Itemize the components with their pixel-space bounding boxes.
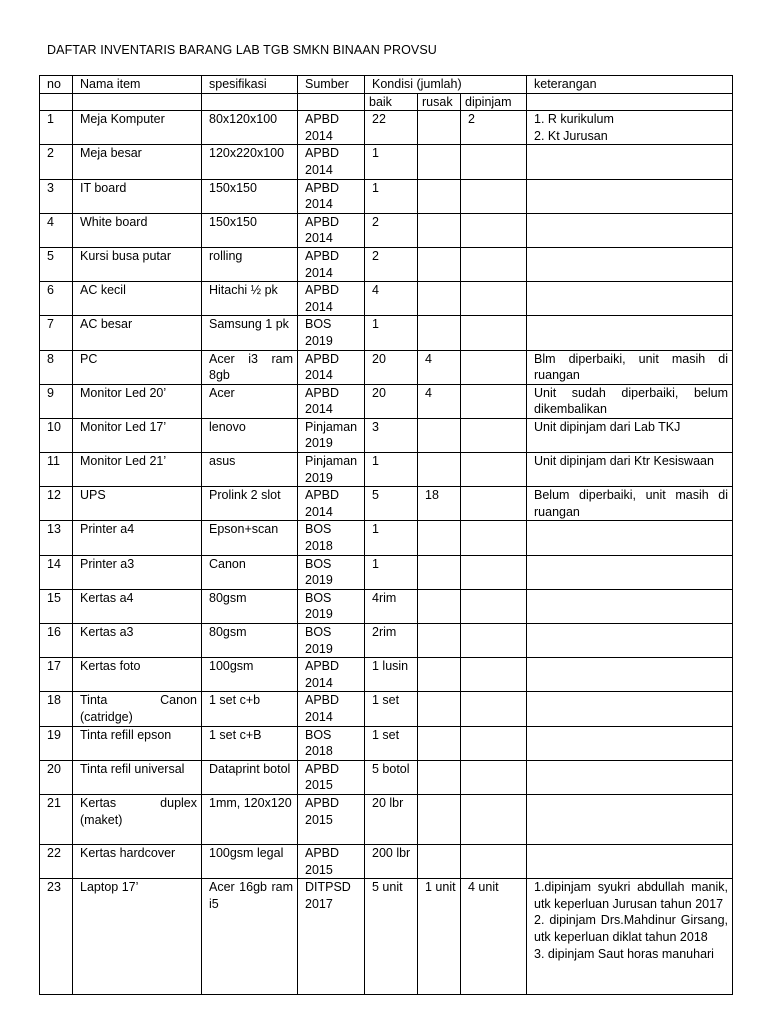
- cell-sumber: APBD 2014: [298, 111, 365, 145]
- cell-sumber: BOS 2019: [298, 555, 365, 589]
- cell-spesifikasi: 80gsm: [202, 624, 298, 658]
- cell-keterangan: [527, 879, 733, 995]
- cell-nama-item: AC besar: [73, 316, 202, 350]
- cell-baik: 4: [365, 282, 418, 316]
- header-dipinjam: dipinjam: [461, 93, 527, 111]
- cell-baik: 5: [365, 487, 418, 521]
- table-row: [40, 692, 733, 726]
- table-row: [40, 487, 733, 521]
- cell-dipinjam: [461, 453, 527, 487]
- keterangan-line: 1.dipinjam syukri abdullah manik, utk keperluan Jurusan tahun 2017: [534, 880, 728, 911]
- cell-no: 12: [40, 487, 73, 521]
- cell-rusak: [418, 145, 461, 179]
- cell-spesifikasi: 1mm, 120x120: [202, 794, 298, 844]
- inventory-table: [39, 75, 733, 995]
- cell-no: 8: [40, 350, 73, 384]
- cell-no: 21: [40, 794, 73, 844]
- cell-keterangan: [527, 247, 733, 281]
- cell-sumber: BOS 2018: [298, 521, 365, 555]
- cell-nama-item: Laptop 17’: [73, 879, 202, 995]
- cell-keterangan: [527, 145, 733, 179]
- cell-no: 14: [40, 555, 73, 589]
- cell-nama-item: PC: [73, 350, 202, 384]
- cell-baik: 200 lbr: [365, 844, 418, 878]
- cell-nama-item: Kertas a4: [73, 589, 202, 623]
- cell-keterangan: [527, 316, 733, 350]
- cell-baik: 1: [365, 316, 418, 350]
- cell-keterangan: [527, 589, 733, 623]
- cell-keterangan: [527, 282, 733, 316]
- cell-keterangan: [527, 794, 733, 844]
- cell-nama-item: Kertas foto: [73, 658, 202, 692]
- cell-keterangan: [527, 453, 733, 487]
- cell-rusak: [418, 453, 461, 487]
- cell-rusak: [418, 555, 461, 589]
- cell-dipinjam: [461, 726, 527, 760]
- table-row: [40, 555, 733, 589]
- cell-no: 6: [40, 282, 73, 316]
- header-no: no: [40, 76, 73, 94]
- table-row: [40, 213, 733, 247]
- cell-rusak: 4: [418, 350, 461, 384]
- cell-sumber: DITPSD 2017: [298, 879, 365, 995]
- cell-no: 23: [40, 879, 73, 995]
- cell-dipinjam: [461, 316, 527, 350]
- cell-no: 18: [40, 692, 73, 726]
- cell-sumber: BOS 2019: [298, 589, 365, 623]
- cell-dipinjam: [461, 589, 527, 623]
- cell-sumber: APBD 2014: [298, 350, 365, 384]
- cell-keterangan: [527, 111, 733, 145]
- table-row: [40, 179, 733, 213]
- cell-rusak: 18: [418, 487, 461, 521]
- keterangan-line: Unit dipinjam dari Ktr Kesiswaan: [534, 454, 714, 469]
- table-row: [40, 760, 733, 794]
- cell-nama-item: Printer a3: [73, 555, 202, 589]
- cell-nama-item: UPS: [73, 487, 202, 521]
- cell-sumber: APBD 2015: [298, 760, 365, 794]
- cell-baik: 1: [365, 521, 418, 555]
- table-row: [40, 111, 733, 145]
- cell-rusak: 1 unit: [418, 879, 461, 995]
- cell-sumber: APBD 2014: [298, 247, 365, 281]
- cell-dipinjam: 2: [461, 111, 527, 145]
- table-row: [40, 521, 733, 555]
- cell-rusak: [418, 247, 461, 281]
- cell-spesifikasi: Acer: [202, 384, 298, 418]
- cell-spesifikasi: 150x150: [202, 179, 298, 213]
- cell-nama-item: Kertas hardcover: [73, 844, 202, 878]
- cell-spesifikasi: 100gsm: [202, 658, 298, 692]
- cell-nama-item: Printer a4: [73, 521, 202, 555]
- cell-keterangan: [527, 760, 733, 794]
- header-nama-item: Nama item: [73, 76, 202, 94]
- cell-dipinjam: [461, 844, 527, 878]
- cell-spesifikasi: Canon: [202, 555, 298, 589]
- cell-dipinjam: [461, 145, 527, 179]
- header-sumber: Sumber: [298, 76, 365, 94]
- cell-rusak: [418, 282, 461, 316]
- cell-spesifikasi: asus: [202, 453, 298, 487]
- table-row: [40, 794, 733, 844]
- cell-baik: 22: [365, 111, 418, 145]
- cell-baik: 1: [365, 145, 418, 179]
- table-row: [40, 844, 733, 878]
- cell-sumber: APBD 2014: [298, 658, 365, 692]
- cell-keterangan: [527, 658, 733, 692]
- cell-rusak: [418, 213, 461, 247]
- cell-keterangan: [527, 521, 733, 555]
- cell-sumber: APBD 2014: [298, 384, 365, 418]
- cell-baik: 20: [365, 350, 418, 384]
- cell-spesifikasi: 80x120x100: [202, 111, 298, 145]
- cell-nama-item: Tinta Canon (catridge): [73, 692, 202, 726]
- cell-nama-item: Kertas duplex (maket): [73, 794, 202, 844]
- cell-rusak: [418, 726, 461, 760]
- cell-baik: 1 set: [365, 726, 418, 760]
- cell-baik: 2: [365, 247, 418, 281]
- keterangan-line: 2. dipinjam Drs.Mahdinur Girsang, utk keperluan diklat tahun 2018: [534, 913, 728, 944]
- cell-nama-item: Meja Komputer: [73, 111, 202, 145]
- cell-spesifikasi: 80gsm: [202, 589, 298, 623]
- keterangan-line: Belum diperbaiki, unit masih di ruangan: [534, 488, 728, 519]
- cell-dipinjam: [461, 282, 527, 316]
- cell-baik: 2rim: [365, 624, 418, 658]
- cell-sumber: APBD 2014: [298, 487, 365, 521]
- cell-rusak: 4: [418, 384, 461, 418]
- cell-nama-item: Tinta refill epson: [73, 726, 202, 760]
- cell-dipinjam: [461, 213, 527, 247]
- cell-no: 9: [40, 384, 73, 418]
- table-row: [40, 624, 733, 658]
- header-kondisi: Kondisi (jumlah): [365, 76, 527, 94]
- cell-baik: 1 set: [365, 692, 418, 726]
- cell-no: 4: [40, 213, 73, 247]
- cell-spesifikasi: Dataprint botol: [202, 760, 298, 794]
- table-subheader-row: [40, 93, 733, 111]
- cell-sumber: APBD 2014: [298, 213, 365, 247]
- cell-spesifikasi: rolling: [202, 247, 298, 281]
- cell-spesifikasi: 150x150: [202, 213, 298, 247]
- cell-rusak: [418, 794, 461, 844]
- table-row: [40, 384, 733, 418]
- table-row: [40, 316, 733, 350]
- cell-rusak: [418, 624, 461, 658]
- cell-sumber: BOS 2018: [298, 726, 365, 760]
- cell-nama-item: Kursi busa putar: [73, 247, 202, 281]
- cell-no: 2: [40, 145, 73, 179]
- cell-no: 7: [40, 316, 73, 350]
- header-keterangan: keterangan: [527, 76, 733, 94]
- cell-nama-item: Monitor Led 21’: [73, 453, 202, 487]
- cell-dipinjam: [461, 624, 527, 658]
- keterangan-line: Unit sudah diperbaiki, belum dikembalikan: [534, 385, 728, 417]
- table-row: [40, 418, 733, 452]
- cell-spesifikasi: lenovo: [202, 418, 298, 452]
- cell-rusak: [418, 111, 461, 145]
- table-row: [40, 282, 733, 316]
- cell-keterangan: [527, 726, 733, 760]
- table-row: [40, 350, 733, 384]
- cell-nama-item: Meja besar: [73, 145, 202, 179]
- table-row: [40, 145, 733, 179]
- cell-sumber: Pinjaman 2019: [298, 418, 365, 452]
- cell-spesifikasi: Acer i3 ram 8gb: [202, 350, 298, 384]
- cell-baik: 20: [365, 384, 418, 418]
- cell-sumber: APBD 2014: [298, 179, 365, 213]
- cell-keterangan: [527, 350, 733, 384]
- cell-baik: 3: [365, 418, 418, 452]
- cell-dipinjam: [461, 418, 527, 452]
- cell-no: 10: [40, 418, 73, 452]
- cell-spesifikasi: 1 set c+b: [202, 692, 298, 726]
- cell-nama-item: Monitor Led 17’: [73, 418, 202, 452]
- cell-sumber: APBD 2014: [298, 145, 365, 179]
- cell-rusak: [418, 179, 461, 213]
- cell-nama-item: AC kecil: [73, 282, 202, 316]
- document-title: DAFTAR INVENTARIS BARANG LAB TGB SMKN BINAAN PROVSU: [47, 43, 437, 57]
- cell-sumber: APBD 2014: [298, 282, 365, 316]
- table-header-row: [40, 76, 733, 94]
- cell-sumber: APBD 2015: [298, 844, 365, 878]
- cell-no: 16: [40, 624, 73, 658]
- cell-rusak: [418, 316, 461, 350]
- cell-nama-item: Monitor Led 20’: [73, 384, 202, 418]
- cell-sumber: APBD 2015: [298, 794, 365, 844]
- cell-keterangan: [527, 213, 733, 247]
- keterangan-line: 1. R kurikulum: [534, 112, 614, 127]
- cell-sumber: Pinjaman 2019: [298, 453, 365, 487]
- cell-sumber: APBD 2014: [298, 692, 365, 726]
- cell-rusak: [418, 760, 461, 794]
- cell-keterangan: [527, 487, 733, 521]
- cell-dipinjam: [461, 555, 527, 589]
- cell-spesifikasi: Acer 16gb ram i5: [202, 879, 298, 995]
- cell-no: 17: [40, 658, 73, 692]
- header-rusak: rusak: [418, 93, 461, 111]
- cell-spesifikasi: Samsung 1 pk: [202, 316, 298, 350]
- cell-keterangan: [527, 418, 733, 452]
- cell-dipinjam: [461, 760, 527, 794]
- cell-dipinjam: [461, 350, 527, 384]
- cell-dipinjam: [461, 658, 527, 692]
- cell-keterangan: [527, 692, 733, 726]
- cell-rusak: [418, 521, 461, 555]
- cell-baik: 1: [365, 179, 418, 213]
- cell-baik: 4rim: [365, 589, 418, 623]
- cell-keterangan: [527, 624, 733, 658]
- cell-no: 22: [40, 844, 73, 878]
- keterangan-line: 2. Kt Jurusan: [534, 128, 608, 143]
- cell-dipinjam: [461, 794, 527, 844]
- cell-spesifikasi: Prolink 2 slot: [202, 487, 298, 521]
- cell-no: 20: [40, 760, 73, 794]
- cell-nama-item: IT board: [73, 179, 202, 213]
- cell-dipinjam: [461, 179, 527, 213]
- cell-spesifikasi: Epson+scan: [202, 521, 298, 555]
- table-body: [40, 111, 733, 995]
- header-spesifikasi: spesifikasi: [202, 76, 298, 94]
- cell-keterangan: [527, 179, 733, 213]
- cell-keterangan: [527, 555, 733, 589]
- cell-dipinjam: [461, 487, 527, 521]
- cell-no: 1: [40, 111, 73, 145]
- cell-rusak: [418, 844, 461, 878]
- cell-baik: 1: [365, 555, 418, 589]
- cell-spesifikasi: 1 set c+B: [202, 726, 298, 760]
- cell-no: 3: [40, 179, 73, 213]
- cell-keterangan: [527, 384, 733, 418]
- cell-spesifikasi: 120x220x100: [202, 145, 298, 179]
- cell-dipinjam: 4 unit: [461, 879, 527, 995]
- subheader-blank: [202, 93, 298, 111]
- cell-dipinjam: [461, 692, 527, 726]
- cell-sumber: BOS 2019: [298, 316, 365, 350]
- cell-spesifikasi: Hitachi ½ pk: [202, 282, 298, 316]
- cell-baik: 2: [365, 213, 418, 247]
- cell-no: 11: [40, 453, 73, 487]
- table-row: [40, 658, 733, 692]
- cell-no: 15: [40, 589, 73, 623]
- cell-dipinjam: [461, 384, 527, 418]
- cell-no: 19: [40, 726, 73, 760]
- cell-rusak: [418, 589, 461, 623]
- cell-baik: 5 botol: [365, 760, 418, 794]
- subheader-blank: [40, 93, 73, 111]
- cell-baik: 5 unit: [365, 879, 418, 995]
- cell-baik: 20 lbr: [365, 794, 418, 844]
- cell-rusak: [418, 658, 461, 692]
- table-row: [40, 726, 733, 760]
- subheader-blank: [298, 93, 365, 111]
- cell-no: 13: [40, 521, 73, 555]
- subheader-blank: [73, 93, 202, 111]
- cell-baik: 1: [365, 453, 418, 487]
- cell-no: 5: [40, 247, 73, 281]
- subheader-blank: [527, 93, 733, 111]
- cell-nama-item: White board: [73, 213, 202, 247]
- cell-nama-item: Kertas a3: [73, 624, 202, 658]
- keterangan-line: 3. dipinjam Saut horas manuhari: [534, 946, 714, 961]
- table-row: [40, 879, 733, 995]
- keterangan-line: Blm diperbaiki, unit masih di ruangan: [534, 351, 728, 383]
- table-row: [40, 453, 733, 487]
- cell-dipinjam: [461, 247, 527, 281]
- keterangan-line: Unit dipinjam dari Lab TKJ: [534, 419, 681, 434]
- cell-baik: 1 lusin: [365, 658, 418, 692]
- cell-keterangan: [527, 844, 733, 878]
- header-baik: baik: [365, 93, 418, 111]
- cell-rusak: [418, 692, 461, 726]
- cell-sumber: BOS 2019: [298, 624, 365, 658]
- table-row: [40, 247, 733, 281]
- table-row: [40, 589, 733, 623]
- cell-spesifikasi: 100gsm legal: [202, 844, 298, 878]
- cell-nama-item: Tinta refil universal: [73, 760, 202, 794]
- cell-dipinjam: [461, 521, 527, 555]
- cell-rusak: [418, 418, 461, 452]
